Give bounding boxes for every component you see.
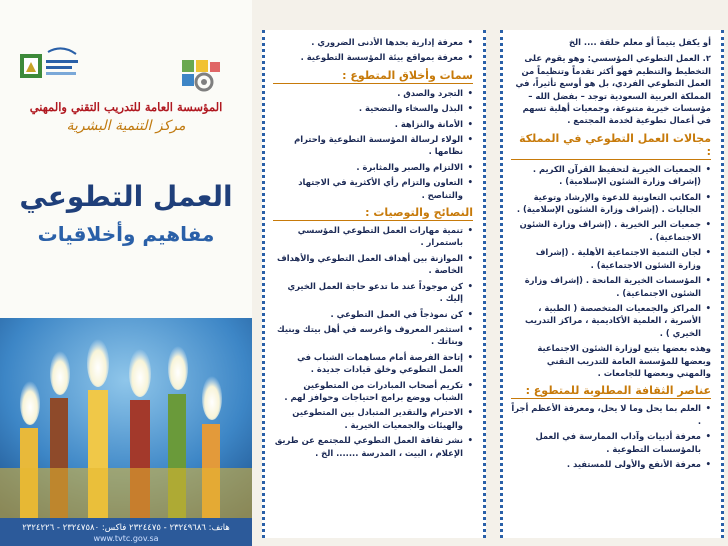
list-item: • العلم بما يحل وما لا يحل، ومعرفة الأعظم أجراً .: [511, 402, 711, 427]
intro-line: أو يكفل يتيماً أو معلم حلقة .... الخ: [568, 37, 711, 47]
list-item: • الأمانة والنزاهة .: [273, 118, 473, 130]
list-item: • جمعيات البر الخيرية . (إشراف وزارة الشئون الاجتماعية) .: [511, 218, 711, 243]
candles-image: [0, 318, 252, 526]
list-item: • معرفة الأنفع والأولى للمستفيد .: [511, 458, 711, 470]
list-item: • معرفة أدبيات وآداب الممارسة في العمل بالمؤسسات التطوعية .: [511, 430, 711, 455]
list-item: • لجان التنمية الاجتماعية الأهلية . (إشراف وزارة الشئون الاجتماعية) .: [511, 246, 711, 271]
list-item: • البذل والسخاء والتضحية .: [273, 102, 473, 114]
intro-paragraph: ٢. العمل التطوعي المؤسسي: وهو يقوم على التخطيط والتنظيم فهو أكثر تقدماً وتنظيماً من العمل التطوعي الفردي، بل هو أوسع تأثيراً، في المملكة العربية السعودية توجد – بفضل الله – مؤسسات خيرية متنوعة، وجمعيات أهلية تسهم في أعمال تطوعية لخدمة المجتمع .: [515, 53, 711, 126]
section-heading-fields: مجالات العمل التطوعي في المملكة :: [511, 132, 711, 160]
website-link[interactable]: www.tvtc.gov.sa: [93, 534, 159, 543]
tvtc-logo-icon: [180, 58, 222, 94]
section-heading-ethics: سمات وأخلاق المتطوع :: [273, 69, 473, 84]
list-item: • معرفة بمواقع بيئة المؤسسة التطوعية .: [273, 51, 473, 63]
right-panel: [500, 30, 724, 538]
list-item: • نشر ثقافة العمل التطوعي للمجتمع عن طريق الإعلام ، البيت ، المدرسة ....... الخ .: [273, 434, 473, 459]
brochure-title: العمل التطوعي: [19, 180, 233, 213]
contact-phones: هاتف: ٢٣٢٤٩٦٨٦ - ٢٣٢٤٤٧٥ فاكس: ٢٣٢٤٧٥٨٠ - ٢٣٢٤٢٢٦: [22, 523, 230, 533]
middle-panel: [262, 30, 486, 538]
list-item: • الاحترام والتقدير المتبادل بين المتطوعين والهيئات والجمعيات الخيرية .: [273, 406, 473, 431]
list-item: • استثمر المعروف واغرسه في أهل بيتك وبنيك وبناتك .: [273, 323, 473, 348]
brochure-subtitle: مفاهيم وأخلاقيات: [37, 222, 215, 246]
list-item: • تنمية مهارات العمل التطوعي المؤسسي باستمرار .: [273, 224, 473, 249]
section-heading-advice: النصائح والتوصيات :: [273, 206, 473, 221]
hrd-logo-icon: [18, 44, 80, 84]
list-item: • الالتزام والصبر والمثابرة .: [273, 161, 473, 173]
list-item: • معرفة إدارية بحدها الأدنى الضروري .: [273, 36, 473, 48]
list-item: • المكاتب التعاونية للدعوة والإرشاد وتوعية الجاليات . (إشراف وزارة الشئون الإسلامية) .: [511, 191, 711, 216]
list-item: • الولاء لرسالة المؤسسة التطوعية واحترام نظامها .: [273, 133, 473, 158]
list-item: • كن نموذجاً في العمل التطوعي .: [273, 308, 473, 320]
fields-list: [511, 163, 711, 339]
section-heading-culture: عناصر الثقافة المطلوبة للمتطوع :: [511, 384, 711, 399]
list-item: • الجمعيات الخيرية لتحفيظ القرآن الكريم . (إشراف وزارة الشئون الإسلامية) .: [511, 163, 711, 188]
organization-name: المؤسسة العامة للتدريب التقني والمهني: [29, 100, 223, 114]
list-item: • الموازنة بين أهداف العمل التطوعي والأهداف الخاصة .: [273, 252, 473, 277]
list-item: • كن موجوداً عند ما تدعو حاجة العمل الخيري إليك .: [273, 280, 473, 305]
organization-center: مركز التنمية البشرية: [66, 118, 186, 134]
list-item: • التجرد والصدق .: [273, 87, 473, 99]
list-item: • التعاون والتزام رأي الأكثرية في الاجتهاد والتناصح .: [273, 176, 473, 201]
list-item: • المراكز والجمعيات المتخصصة ( الطبية ، الأسرية ، العلمية الأكاديمية ، مراكز التدريب الخيري ) .: [511, 302, 711, 339]
note-paragraph: وهذه بعضها يتبع لوزارة الشئون الاجتماعية وبعضها للمؤسسة العامة للتدريب التقني والمهني وبعضها للجامعات .: [537, 343, 711, 378]
list-item: • إتاحة الفرصة أمام مساهمات الشباب في العمل التطوعي وخلق قيادات جديدة .: [273, 351, 473, 376]
knowledge-list: [273, 36, 473, 64]
culture-list: [511, 402, 711, 470]
list-item: • تكريم أصحاب المبادرات من المتطوعين الشباب ووضع برامج احتياجات وحوافز لهم .: [273, 379, 473, 404]
ethics-list: [273, 87, 473, 201]
cover-panel: [0, 0, 252, 546]
contact-strip: [0, 518, 252, 546]
list-item: • المؤسسات الخيرية المانحة . (إشراف وزارة الشئون الاجتماعية) .: [511, 274, 711, 299]
advice-list: [273, 224, 473, 459]
